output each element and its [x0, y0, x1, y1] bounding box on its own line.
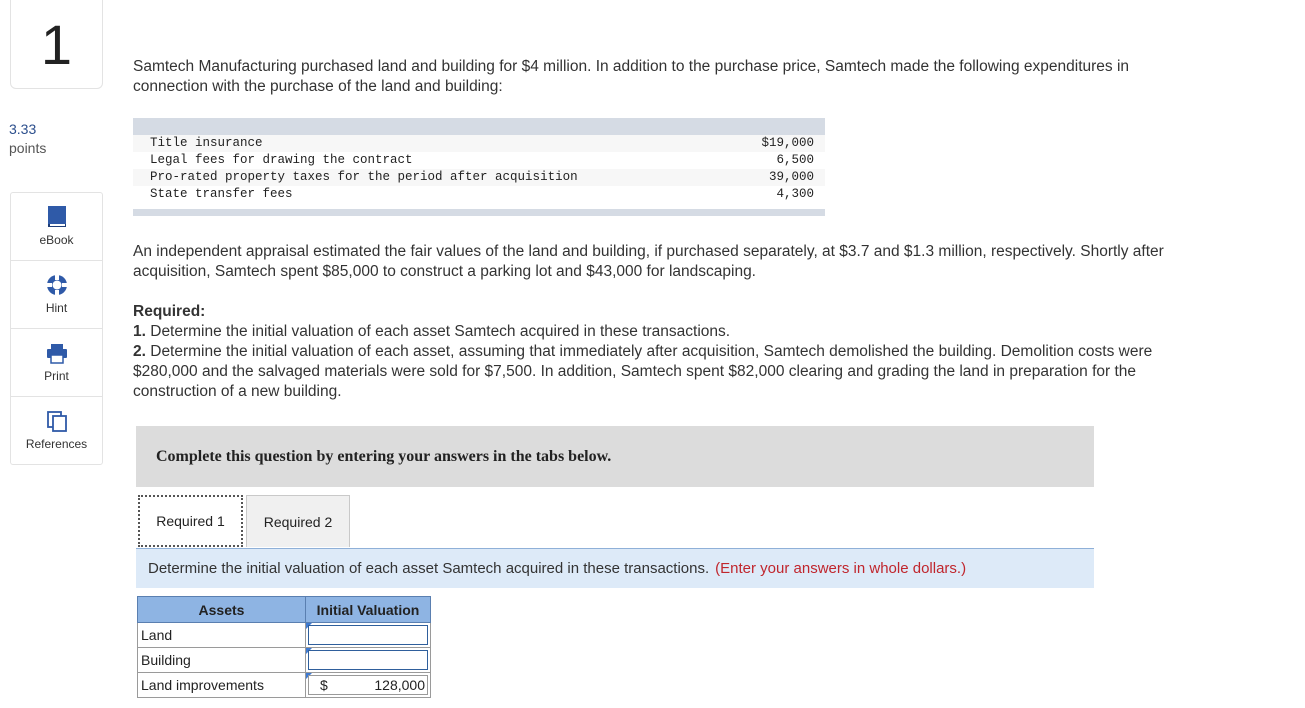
currency-symbol: $ [320, 677, 328, 693]
required-2: 2. Determine the initial valuation of each asset, assuming that immediately after acquisition, Samtech demolished the building. Demolition costs were $280,000 and the salvaged materials were sold for $7,500. In addition, Samtech spent $82,000 clearing and grading the land in preparation for the construction of a new building. [133, 343, 1153, 400]
appraisal-text: An independent appraisal estimated the fair values of the land and building, if purchased separately, at $3.7 and $1.3 million, respectively. Shortly after acquisition, Samtech spent $85,000 to construct a parking lot and $43,000 for landscaping. [133, 243, 1164, 280]
points-label: points [9, 140, 47, 156]
ebook-label: eBook [39, 233, 74, 247]
expenditure-desc: Legal fees for drawing the contract [150, 153, 413, 167]
instruction-text: Determine the initial valuation of each asset Samtech acquired in these transactions. [148, 560, 710, 577]
expenditure-row [133, 169, 825, 186]
required-section [133, 302, 1193, 402]
hint-button[interactable] [11, 261, 102, 329]
land-improvements-valuation-cell [306, 673, 431, 698]
tab-instruction [136, 548, 1094, 588]
tool-panel [10, 192, 103, 465]
building-valuation-input[interactable] [308, 650, 428, 670]
expenditure-row [133, 186, 825, 203]
expenditure-amount: 6,500 [776, 153, 814, 167]
lifebuoy-icon [11, 273, 102, 297]
printer-icon [11, 341, 102, 365]
valuation-amount: 128,000 [374, 677, 425, 693]
required-title: Required: [133, 303, 206, 320]
required-1: 1. Determine the initial valuation of each asset Samtech acquired in these transactions. [133, 323, 731, 340]
print-button[interactable] [11, 329, 102, 397]
expenditure-desc: Pro-rated property taxes for the period after acquisition [150, 170, 578, 184]
expenditure-amount: 4,300 [776, 187, 814, 201]
points-value: 3.33 [9, 121, 37, 137]
problem-intro: Samtech Manufacturing purchased land and building for $4 million. In addition to the purchase price, Samtech made the following expenditures in connection with the purchase of the land and building: [133, 58, 1130, 95]
instruction-note: (Enter your answers in whole dollars.) [715, 560, 967, 577]
instruction-banner [136, 426, 1094, 487]
table-row [138, 673, 431, 698]
table-row [138, 623, 431, 648]
references-button[interactable] [11, 397, 102, 464]
answer-table [137, 596, 431, 698]
banner-text: Complete this question by entering your answers in the tabs below. [156, 447, 612, 465]
expenditure-desc: Title insurance [150, 136, 263, 150]
land-improvements-valuation-value [308, 675, 428, 695]
expenditure-amount: $19,000 [761, 136, 814, 150]
land-valuation-input[interactable] [308, 625, 428, 645]
building-valuation-cell [306, 648, 431, 673]
expenditure-desc: State transfer fees [150, 187, 293, 201]
expenditure-row [133, 135, 825, 152]
land-valuation-cell [306, 623, 431, 648]
documents-icon [11, 409, 102, 433]
ebook-button[interactable] [11, 193, 102, 261]
header-initial-valuation: Initial Valuation [306, 597, 431, 623]
expenditure-row [133, 152, 825, 169]
question-number: 1 [10, 0, 103, 89]
table-row [138, 648, 431, 673]
asset-label: Building [138, 648, 306, 673]
expenditure-amount: 39,000 [768, 170, 814, 184]
expenditures-table [133, 118, 825, 216]
print-label: Print [44, 369, 69, 383]
hint-label: Hint [45, 301, 68, 315]
asset-label: Land [138, 623, 306, 648]
header-assets: Assets [138, 597, 306, 623]
asset-label: Land improvements [138, 673, 306, 698]
book-icon [11, 205, 102, 229]
references-label: References [25, 437, 88, 451]
points-display [9, 120, 46, 158]
tab-required-2[interactable]: Required 2 [246, 495, 350, 547]
tab-required-1[interactable]: Required 1 [138, 495, 243, 547]
